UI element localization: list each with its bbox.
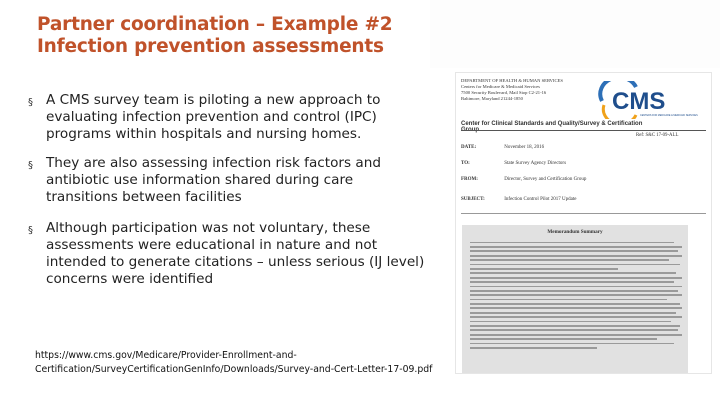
memo-summary-box — [462, 225, 688, 374]
letter-header-line: Baltimore, Maryland 21244-1850 — [461, 96, 523, 101]
title-line-2: Infection prevention assessments — [37, 36, 384, 57]
letter-header-line: DEPARTMENT OF HEALTH & HUMAN SERVICES — [461, 78, 563, 83]
letter-row — [461, 161, 701, 166]
bullet-marker: § — [28, 160, 33, 171]
letter-row-key: FROM: — [461, 177, 478, 182]
letter-row-value: November 18, 2016 — [504, 145, 545, 150]
slide-title — [37, 14, 447, 58]
cms-logo-subtext: CENTERS FOR MEDICARE & MEDICAID SERVICES — [640, 114, 698, 117]
letter-header-line: 7500 Security Boulevard, Mail Stop C2-21-16 — [461, 90, 547, 95]
letter-divider — [461, 130, 706, 131]
letter-divider — [461, 213, 706, 214]
bullet-marker: § — [28, 97, 33, 108]
footnote-line-1: https://www.cms.gov/Medicare/Provider-Enrollment-and- — [35, 350, 297, 361]
letter-center-group: Center for Clinical Standards and Quality/Survey & Certification — [461, 121, 643, 127]
bullet-text: They are also assessing infection risk factors and antibiotic use information shared during care transitions between facilities — [46, 155, 381, 205]
bullet-marker: § — [28, 225, 33, 236]
letter-header-line: Centers for Medicare & Medicaid Services — [461, 84, 540, 89]
cms-letter-image — [455, 72, 712, 374]
bullet-text: Although participation was not voluntary, these assessments were educational in nature and not intended to generate citations – unless serious (IJ level) concerns were identified — [46, 220, 425, 287]
letter-row-key: SUBJECT: — [461, 197, 485, 202]
letter-row — [461, 145, 701, 150]
title-backdrop — [430, 0, 720, 68]
cms-logo — [596, 81, 704, 119]
title-line-1: Partner coordination – Example #2 — [37, 14, 393, 35]
cms-logo-text: CMS — [612, 88, 666, 115]
letter-row-value: Infection Control Pilot 2017 Update — [504, 197, 577, 202]
footnote-line-2: Certification/SurveyCertificationGenInfo/Downloads/Survey-and-Cert-Letter-17-09.pdf — [35, 363, 433, 375]
letter-row — [461, 197, 701, 202]
letter-row-value: Director, Survey and Certification Group — [504, 177, 587, 182]
letter-row — [461, 177, 701, 182]
letter-header — [461, 78, 591, 102]
letter-row-key: DATE: — [461, 145, 477, 150]
bullet-text: A CMS survey team is piloting a new approach to evaluating infection prevention and control (IPC) programs within hospitals and nursing homes. — [46, 92, 381, 142]
letter-ref: Ref: S&C 17-09-ALL — [636, 133, 679, 138]
letter-row-value: State Survey Agency Directors — [504, 161, 567, 166]
memo-text-lines — [470, 239, 682, 351]
memo-title: Memorandum Summary — [547, 229, 603, 235]
letter-row-key: TO: — [461, 161, 470, 166]
source-footnote — [35, 349, 475, 376]
